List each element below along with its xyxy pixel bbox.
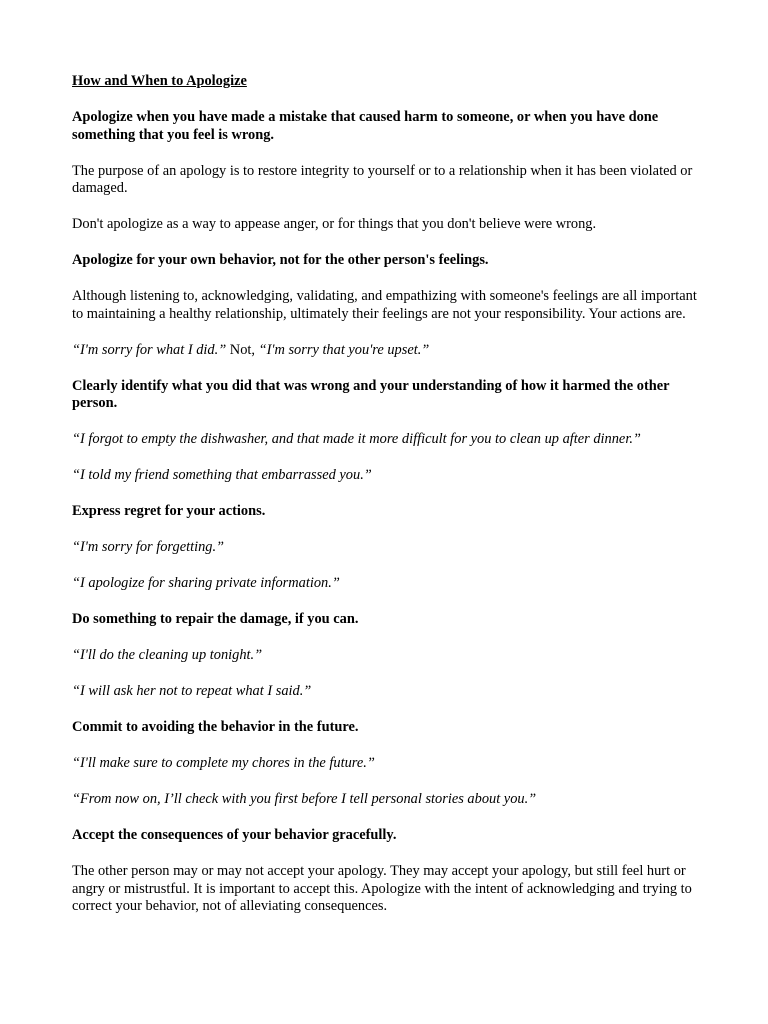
quote-sorry-what-i-did: “I'm sorry for what I did.” bbox=[72, 341, 227, 358]
heading-commit-future: Commit to avoiding the behavior in the future. bbox=[72, 719, 359, 736]
document-title: How and When to Apologize bbox=[72, 73, 247, 89]
quote-dishwasher: “I forgot to empty the dishwasher, and that made it more difficult for you to clean up after dinner.” bbox=[72, 431, 641, 448]
purpose-paragraph: The purpose of an apology is to restore integrity to yourself or to a relationship when it has been violated or damaged. bbox=[72, 162, 693, 197]
heading-own-behavior: Apologize for your own behavior, not for the other person's feelings. bbox=[72, 252, 489, 269]
quote-check-first: “From now on, I’ll check with you first before I tell personal stories about you.” bbox=[72, 791, 537, 808]
heading-accept-consequences: Accept the consequences of your behavior gracefully. bbox=[72, 827, 397, 844]
quote-chores: “I'll make sure to complete my chores in the future.” bbox=[72, 755, 375, 772]
consequences-paragraph: The other person may or may not accept your apology. They may accept your apology, but still feel hurt or angry or mistrustful. It is important to accept this. Apologize with the intent of acknowledging and trying to correct your behavior, not of alleviating consequences. bbox=[72, 863, 692, 915]
quote-friend: “I told my friend something that embarrassed you.” bbox=[72, 467, 372, 484]
quote-private-info: “I apologize for sharing private information.” bbox=[72, 575, 340, 592]
feelings-paragraph: Although listening to, acknowledging, validating, and empathizing with someone's feelings are all important to maintaining a healthy relationship, ultimately their feelings are not your responsibility. Your actions are. bbox=[72, 288, 697, 322]
quote-sorry-upset: “I'm sorry that you're upset.” bbox=[258, 341, 430, 358]
quote-forgetting: “I'm sorry for forgetting.” bbox=[72, 539, 225, 556]
quote-ask-her: “I will ask her not to repeat what I said.” bbox=[72, 683, 312, 700]
heading-repair-damage: Do something to repair the damage, if you can. bbox=[72, 611, 359, 628]
heading-express-regret: Express regret for your actions. bbox=[72, 503, 266, 520]
dont-apologize-paragraph: Don't apologize as a way to appease anger, or for things that you don't believe were wrong. bbox=[72, 216, 597, 233]
intro-statement: Apologize when you have made a mistake that caused harm to someone, or when you have done something that you feel is wrong. bbox=[72, 108, 659, 143]
quote-cleaning: “I'll do the cleaning up tonight.” bbox=[72, 647, 263, 664]
heading-identify-wrong: Clearly identify what you did that was wrong and your understanding of how it harmed the other person. bbox=[72, 377, 670, 412]
not-connector: Not, bbox=[226, 341, 259, 358]
sorry-example-line bbox=[72, 342, 708, 360]
